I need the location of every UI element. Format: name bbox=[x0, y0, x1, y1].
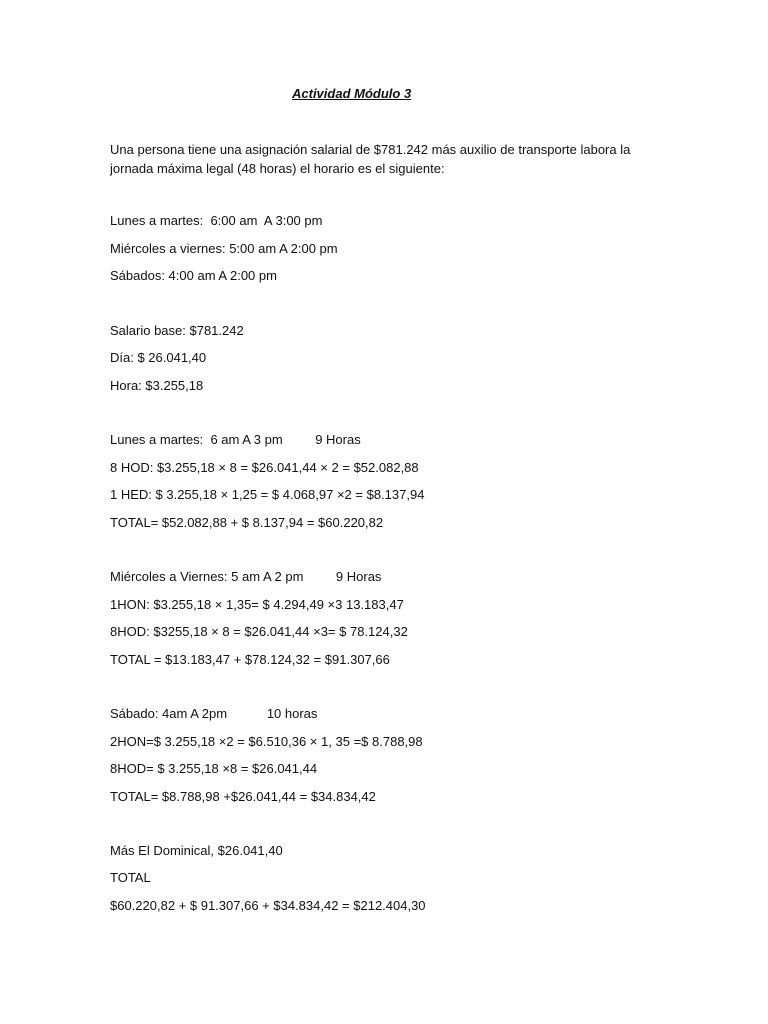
schedule-line: Lunes a martes: 6:00 am A 3:00 pm bbox=[110, 213, 323, 228]
dominical-line: Más El Dominical, $26.041,40 bbox=[110, 843, 283, 858]
base-day-line: Día: $ 26.041,40 bbox=[110, 350, 207, 365]
base-hour-line: Hora: $3.255,18 bbox=[110, 378, 204, 393]
total-label: TOTAL bbox=[110, 870, 151, 885]
monday-tuesday-line: 1 HED: $ 3.255,18 × 1,25 = $ 4.068,97 ×2 = $8.137,94 bbox=[110, 487, 425, 502]
schedule-line: Sábados: 4:00 am A 2:00 pm bbox=[110, 268, 277, 283]
grand-total-line: $60.220,82 + $ 91.307,66 + $34.834,42 = $212.404,30 bbox=[110, 898, 426, 913]
wednesday-friday-line: 1HON: $3.255,18 × 1,35= $ 4.294,49 ×3 13.183,47 bbox=[110, 597, 404, 612]
monday-tuesday-line: 8 HOD: $3.255,18 × 8 = $26.041,44 × 2 = $52.082,88 bbox=[110, 460, 419, 475]
saturday-line: 2HON=$ 3.255,18 ×2 = $6.510,36 × 1, 35 =$ 8.788,98 bbox=[110, 734, 423, 749]
monday-tuesday-header: Lunes a martes: 6 am A 3 pm 9 Horas bbox=[110, 432, 361, 447]
saturday-header: Sábado: 4am A 2pm 10 horas bbox=[110, 706, 318, 721]
document-title: Actividad Módulo 3 bbox=[292, 86, 412, 101]
base-salary-line: Salario base: $781.242 bbox=[110, 323, 244, 338]
intro-paragraph: Una persona tiene una asignación salarial de $781.242 más auxilio de transporte labora la jornada máxima legal (48 horas) el horario es el siguiente: bbox=[110, 142, 631, 176]
wednesday-friday-line: 8HOD: $3255,18 × 8 = $26.041,44 ×3= $ 78.124,32 bbox=[110, 624, 408, 639]
schedule-line: Miércoles a viernes: 5:00 am A 2:00 pm bbox=[110, 241, 338, 256]
monday-tuesday-total: TOTAL= $52.082,88 + $ 8.137,94 = $60.220,82 bbox=[110, 515, 384, 530]
saturday-line: 8HOD= $ 3.255,18 ×8 = $26.041,44 bbox=[110, 761, 318, 776]
saturday-total: TOTAL= $8.788,98 +$26.041,44 = $34.834,42 bbox=[110, 789, 376, 804]
wednesday-friday-total: TOTAL = $13.183,47 + $78.124,32 = $91.307,66 bbox=[110, 652, 390, 667]
wednesday-friday-header: Miércoles a Viernes: 5 am A 2 pm 9 Horas bbox=[110, 569, 382, 584]
